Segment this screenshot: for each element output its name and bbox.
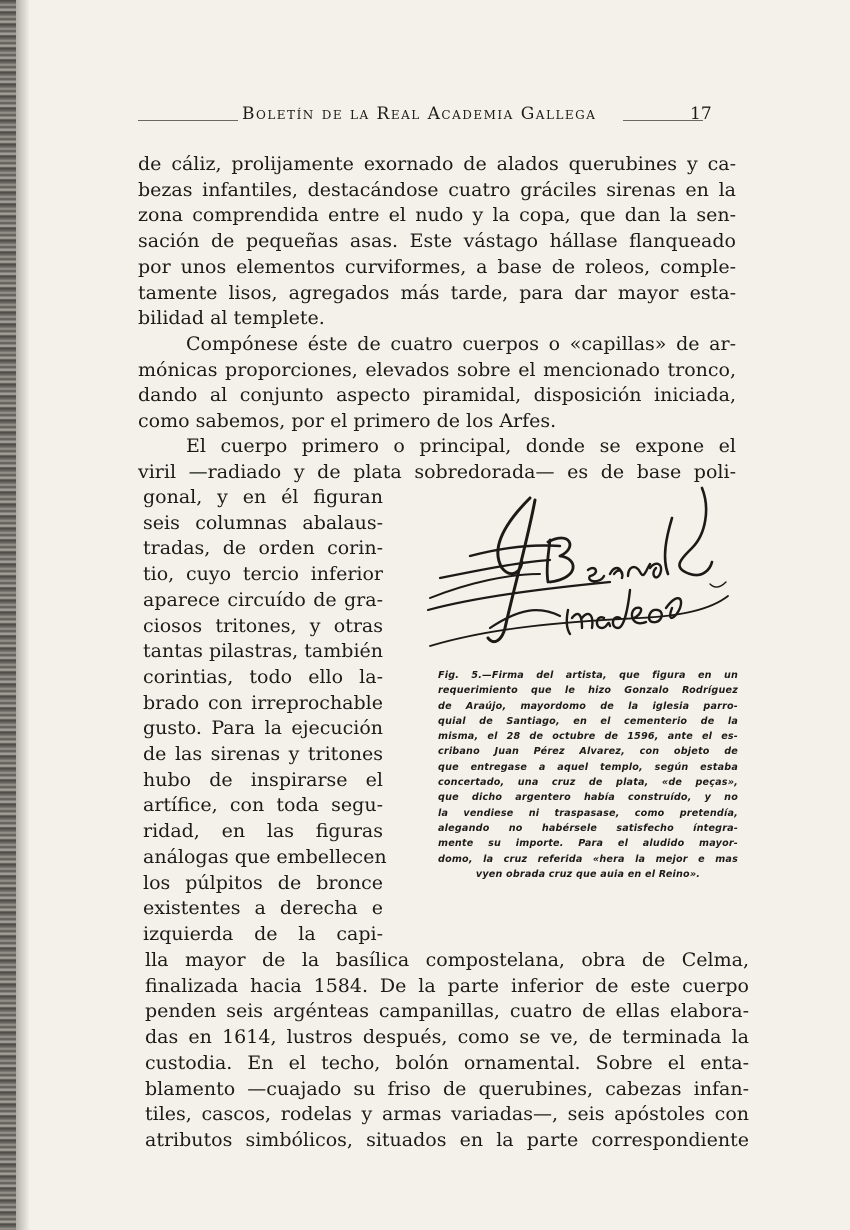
caption-line: que entregase a aquel templo, según estaba (438, 761, 738, 773)
text-line: Compónese éste de cuatro cuerpos o «capillas» de ar- (186, 333, 736, 355)
caption-line: domo, la cruz referida «hera la mejor e mas (438, 853, 738, 865)
text-line: por unos elementos curviformes, a base de roleos, comple- (138, 255, 736, 278)
text-line: de cáliz, prolijamente exornado de alados querubines y ca- (138, 153, 736, 175)
text-line: los púlpitos de bronce (143, 871, 383, 894)
text-line: análogas que embellecen (143, 845, 387, 868)
text-line: tantas pilastras, también (143, 640, 383, 663)
paragraph-1 (138, 152, 736, 332)
paragraph-3-narrow-column (143, 485, 387, 948)
figure-5 (410, 478, 740, 898)
header-rule-left (138, 120, 238, 121)
text-line: sación de pequeñas asas. Este vástago hállase flanqueado (138, 230, 736, 253)
caption-line: de Araújo, mayordomo de la iglesia parro- (438, 700, 738, 712)
text-line: blamento —cuajado su friso de querubines, cabezas infan- (145, 1077, 749, 1100)
text-line: ciosos tritones, y otras (143, 614, 383, 637)
text-line: izquierda de la capi- (143, 922, 383, 945)
text-line: dando al conjunto aspecto piramidal, disposición iniciada, (138, 384, 736, 407)
running-header (138, 100, 738, 130)
text-line: gusto. Para la ejecución (143, 717, 383, 740)
text-line: viril —radiado y de plata sobredorada— es de base poli- (138, 460, 736, 483)
artist-signature-image (410, 478, 740, 668)
text-line: custodia. En el techo, bolón ornamental. Sobre el enta- (145, 1051, 749, 1074)
caption-line: la vendiese ni traspasase, como pretendía, (438, 807, 738, 819)
text-line: artífice, con toda segu- (143, 794, 383, 817)
text-line: bilidad al templete. (138, 307, 325, 330)
page-number: 17 (690, 104, 712, 124)
paragraph-3-end (145, 948, 749, 1154)
text-line: tio, cuyo tercio inferior (143, 563, 383, 586)
text-line: tamente lisos, agregados más tarde, para dar mayor esta- (138, 281, 736, 304)
caption-line: cribano Juan Pérez Alvarez, con objeto de (438, 746, 738, 758)
paragraph-2 (138, 332, 736, 435)
text-line: aparece circuído de gra- (143, 588, 383, 611)
text-line: seis columnas abalaus- (143, 511, 383, 534)
text-line: El cuerpo primero o principal, donde se expone el (186, 435, 736, 457)
text-line: hubo de inspirarse el (143, 768, 383, 791)
text-line: das en 1614, lustros después, como se ve, de terminada la (145, 1026, 749, 1049)
text-line: zona comprendida entre el nudo y la copa, que dan la sen- (138, 204, 736, 227)
text-line: existentes a derecha e (143, 897, 383, 920)
text-line: finalizada hacia 1584. De la parte inferior de este cuerpo (145, 974, 749, 997)
text-line: brado con irreprochable (143, 691, 383, 714)
caption-line: quial de Santiago, en el cementerio de la (438, 715, 738, 727)
text-line: atributos simbólicos, situados en la parte correspondiente (145, 1128, 749, 1151)
caption-line: que dicho argentero había construído, y no (438, 792, 738, 804)
caption-line: requerimiento que le hizo Gonzalo Rodríguez (438, 685, 738, 697)
caption-line: alegando no habérsele satisfecho íntegra- (438, 822, 738, 834)
caption-line: concertado, una cruz de plata, «de peças», (438, 777, 738, 789)
page-binding-edge (0, 0, 16, 1230)
text-line: ridad, en las figuras (143, 820, 383, 843)
text-line: bezas infantiles, destacándose cuatro gráciles sirenas en la (138, 178, 736, 201)
text-line: lla mayor de la basílica compostelana, obra de Celma, (145, 949, 749, 971)
text-line: penden seis argénteas campanillas, cuatro de ellas elabora- (145, 1000, 749, 1023)
caption-line: Fig. 5.—Firma del artista, que figura en un (438, 670, 738, 681)
caption-line: vyen obrada cruz que auia en el Reino». (475, 868, 701, 880)
caption-line: misma, el 28 de octubre de 1596, ante el es- (438, 731, 738, 743)
text-line: corintias, todo ello la- (143, 665, 383, 688)
text-line: como sabemos, por el primero de los Arfes. (138, 410, 557, 433)
text-line: tradas, de orden corin- (143, 537, 383, 560)
binding-shadow (16, 0, 30, 1230)
text-line: tiles, cascos, rodelas y armas variadas—, seis apóstoles con (145, 1103, 749, 1126)
caption-line: mente su importe. Para el aludido mayor- (438, 838, 738, 850)
text-line: mónicas proporciones, elevados sobre el mencionado tronco, (138, 358, 736, 381)
text-line: de las sirenas y tritones (143, 743, 383, 766)
figure-caption (438, 668, 738, 882)
text-line: gonal, y en él figuran (143, 486, 383, 508)
journal-title: Boletín de la Real Academia Gallega (242, 104, 597, 124)
